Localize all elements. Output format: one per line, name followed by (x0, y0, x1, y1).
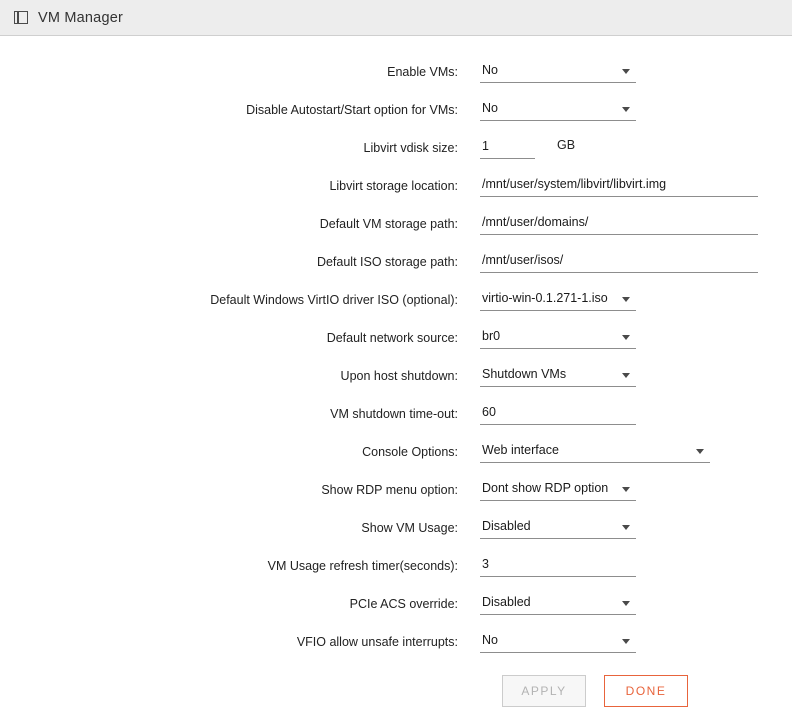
input-vm-shutdown-time-out[interactable]: 60 (480, 400, 636, 425)
form-row (0, 514, 792, 539)
select-default-windows-virtio-driver-iso-optional[interactable]: virtio-win-0.1.271-1.iso (480, 286, 636, 311)
field-show-vm-usage (480, 514, 792, 539)
field-show-rdp-menu-option (480, 476, 792, 501)
label-vm-usage-refresh-timer-seconds: VM Usage refresh timer(seconds): (267, 559, 458, 573)
control-default-network-source (480, 324, 636, 349)
form-row (0, 362, 792, 387)
form-row (0, 400, 792, 425)
field-enable-vms (480, 58, 792, 83)
field-vm-usage-refresh-timer-seconds (480, 552, 792, 577)
select-show-vm-usage[interactable]: Disabled (480, 514, 636, 539)
control-vfio-allow-unsafe-interrupts (480, 628, 636, 653)
control-console-options (480, 438, 710, 463)
control-upon-host-shutdown (480, 362, 636, 387)
input-default-iso-storage-path[interactable]: /mnt/user/isos/ (480, 248, 758, 273)
select-show-rdp-menu-option[interactable]: Dont show RDP option (480, 476, 636, 501)
settings-form (0, 36, 792, 653)
input-libvirt-vdisk-size[interactable]: 1 (480, 134, 535, 159)
control-default-vm-storage-path (480, 210, 758, 235)
field-libvirt-storage-location (480, 172, 792, 197)
form-row (0, 210, 792, 235)
label-libvirt-storage-location: Libvirt storage location: (329, 179, 458, 193)
label-console-options: Console Options: (362, 445, 458, 459)
select-console-options[interactable]: Web interface (480, 438, 710, 463)
control-default-iso-storage-path (480, 248, 758, 273)
label-default-iso-storage-path: Default ISO storage path: (316, 255, 458, 269)
form-row (0, 476, 792, 501)
window-icon (14, 11, 28, 24)
unit-libvirt-vdisk-size: GB (557, 138, 576, 152)
select-upon-host-shutdown[interactable]: Shutdown VMs (480, 362, 636, 387)
done-button[interactable]: DONE (604, 675, 688, 707)
control-show-rdp-menu-option (480, 476, 636, 501)
control-enable-vms (480, 58, 636, 83)
control-libvirt-vdisk-size (480, 134, 535, 159)
field-libvirt-vdisk-size (480, 134, 792, 159)
input-libvirt-storage-location[interactable]: /mnt/user/system/libvirt/libvirt.img (480, 172, 758, 197)
apply-button[interactable]: APPLY (502, 675, 586, 707)
label-vfio-allow-unsafe-interrupts: VFIO allow unsafe interrupts: (296, 635, 458, 649)
form-row (0, 552, 792, 577)
control-vm-shutdown-time-out (480, 400, 636, 425)
label-show-vm-usage: Show VM Usage: (361, 521, 458, 535)
control-default-windows-virtio-driver-iso-optional (480, 286, 636, 311)
select-vfio-allow-unsafe-interrupts[interactable]: No (480, 628, 636, 653)
form-row (0, 324, 792, 349)
control-disable-autostart-start-option-for-vms (480, 96, 636, 121)
label-disable-autostart-start-option-for-vms: Disable Autostart/Start option for VMs: (246, 103, 458, 117)
field-default-iso-storage-path (480, 248, 792, 273)
label-libvirt-vdisk-size: Libvirt vdisk size: (363, 141, 458, 155)
select-default-network-source[interactable]: br0 (480, 324, 636, 349)
form-row (0, 628, 792, 653)
field-console-options (480, 438, 792, 463)
form-actions (480, 675, 792, 707)
window-titlebar (0, 0, 792, 36)
field-upon-host-shutdown (480, 362, 792, 387)
control-vm-usage-refresh-timer-seconds (480, 552, 636, 577)
label-default-vm-storage-path: Default VM storage path: (319, 217, 458, 231)
label-default-network-source: Default network source: (326, 331, 458, 345)
field-disable-autostart-start-option-for-vms (480, 96, 792, 121)
select-enable-vms[interactable]: No (480, 58, 636, 83)
field-default-network-source (480, 324, 792, 349)
control-pcie-acs-override (480, 590, 636, 615)
label-show-rdp-menu-option: Show RDP menu option: (321, 483, 458, 497)
label-vm-shutdown-time-out: VM shutdown time-out: (330, 407, 458, 421)
control-show-vm-usage (480, 514, 636, 539)
control-libvirt-storage-location (480, 172, 758, 197)
input-vm-usage-refresh-timer-seconds[interactable]: 3 (480, 552, 636, 577)
label-pcie-acs-override: PCIe ACS override: (349, 597, 458, 611)
form-row (0, 96, 792, 121)
form-row (0, 58, 792, 83)
input-default-vm-storage-path[interactable]: /mnt/user/domains/ (480, 210, 758, 235)
field-pcie-acs-override (480, 590, 792, 615)
field-vm-shutdown-time-out (480, 400, 792, 425)
label-enable-vms: Enable VMs: (387, 65, 458, 79)
form-row (0, 172, 792, 197)
form-row (0, 134, 792, 159)
field-default-windows-virtio-driver-iso-optional (480, 286, 792, 311)
form-row (0, 438, 792, 463)
select-disable-autostart-start-option-for-vms[interactable]: No (480, 96, 636, 121)
label-upon-host-shutdown: Upon host shutdown: (340, 369, 458, 383)
form-row (0, 248, 792, 273)
label-default-windows-virtio-driver-iso-optional: Default Windows VirtIO driver ISO (optional): (210, 293, 458, 307)
page-title: VM Manager (38, 9, 124, 26)
form-row (0, 590, 792, 615)
select-pcie-acs-override[interactable]: Disabled (480, 590, 636, 615)
form-row (0, 286, 792, 311)
field-default-vm-storage-path (480, 210, 792, 235)
field-vfio-allow-unsafe-interrupts (480, 628, 792, 653)
